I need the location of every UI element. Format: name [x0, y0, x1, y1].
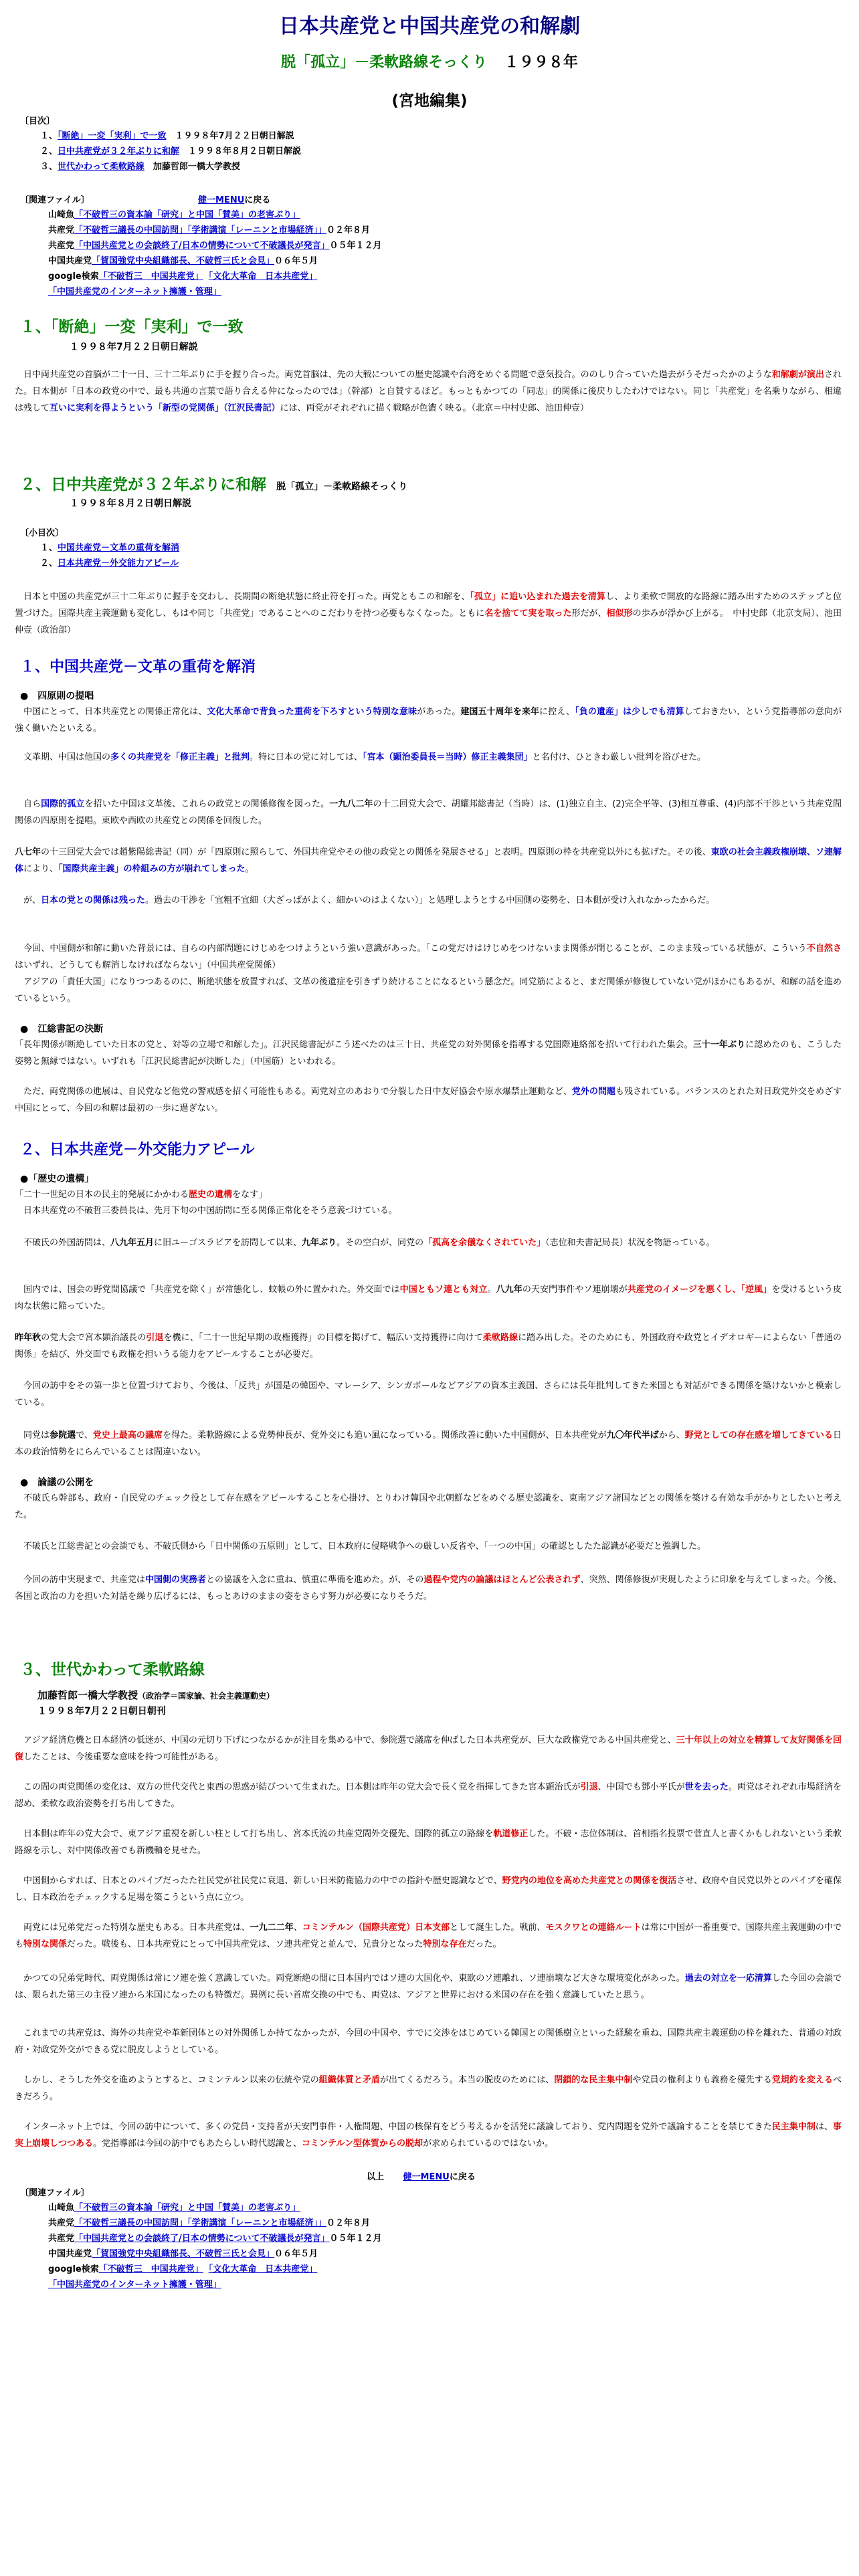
text-run: 今回、中国側が和解に動いた背景には、自らの内部問題にけじめをつけようという強い意識があった。「この党だけはけじめをつけないまま関係が閉じることが、このまま残っている状態が、こういう [15, 944, 807, 954]
related-link[interactable]: 「不破哲三 中国共産党」 [98, 272, 203, 282]
text-run: 互いに実利を得ようという「新型の党関係」（江沢民書記） [50, 403, 280, 413]
text-run: 。両党はそれぞれ市場経済を認め、柔軟な政治姿勢を打ち出してきた。 [15, 1782, 842, 1809]
text-run: 名を捨てて実を取った [484, 609, 572, 619]
text-run: には、両党がそれぞれに描く戦略が色濃く映る。（北京＝中村史郎、池田伸壹） [280, 403, 589, 413]
related-item [48, 2262, 382, 2277]
text-run: 民主集中制 [771, 2122, 816, 2132]
text-run: 一九八二年 [329, 799, 373, 809]
subtoc-list [40, 540, 179, 571]
sub1-p7 [15, 1037, 842, 1070]
text-run: が、 [15, 895, 41, 905]
text-run: 過程や党内の論議はほとんど公表されず [423, 1575, 581, 1585]
text-run: 閉鎖的な民主集中制 [554, 2075, 633, 2085]
sub2-p4 [15, 1329, 842, 1363]
sub2-p9 [15, 1572, 842, 1605]
related-post: ０２年８月 [326, 2218, 371, 2228]
subtoc-label: 〔小目次〕 [20, 528, 64, 538]
related-link[interactable]: 「賀国強党中央組織部長、不破哲三氏と会見」 [92, 2249, 275, 2259]
text-run: を招いた中国は文革後、これらの政党との関係修復を図った。 [84, 799, 330, 809]
text-run: 共産党のイメージを悪くし、「逆風」 [627, 1285, 772, 1295]
text-run: だった。戦後も、日本共産党にとって中国共産党は、ソ連共産党と並んで、兄貴分となった [67, 1939, 423, 1949]
text-run: 軌道修正 [493, 1829, 529, 1839]
related-link[interactable]: 「文化大革命 日本共産党」 [208, 2264, 318, 2274]
related-item [48, 2231, 382, 2246]
menu-link[interactable]: 健一MENU [198, 195, 245, 205]
related-pre: 中国共産党 [48, 2249, 92, 2259]
related-link[interactable]: 「中国共産党のインターネット擁護・管理」 [48, 2280, 221, 2290]
sec3-p9 [15, 2119, 842, 2152]
section-2-subheading: 脱「孤立」－柔軟路線そっくり [276, 481, 408, 492]
toc-label: 〔目次〕 [20, 116, 56, 126]
text-run: の十二回党大会で、胡耀邦総書記（当時）は、(1)独立自主、(2)完全平等、(3)相互尊重、(4)内部不干渉という共産党間関係の四原則を提唱。東欧や西欧の共産党との関係を回復した。 [15, 799, 842, 826]
text-run: が出てくるだろう。本当の脱皮のためには、 [379, 2075, 555, 2085]
sub2-p5 [15, 1378, 842, 1411]
text-run: と名付け、ひときわ厳しい批判を浴びせた。 [532, 752, 706, 762]
related-link[interactable]: 「不破哲三の資本論「研究」と中国「賛美」の老害ぶり」 [74, 210, 301, 220]
text-run: 三十年以上の対立を精算して友好関係を回復 [15, 1735, 842, 1762]
text-run: に旧ユーゴスラビアを訪問して以来、 [154, 1238, 302, 1248]
related-link[interactable]: 「中国共産党との会談終了/日本の情勢について不破議長が発言」 [74, 2234, 330, 2244]
related-label-bottom: 〔関連ファイル〕 [20, 2188, 90, 2198]
toc-link-1[interactable]: 「断絶」一変「実利」で一致 [58, 131, 167, 141]
toc-item [40, 128, 301, 144]
text-run: この間の両党関係の変化は、双方の世代交代と東西の思惑が結びついて生まれた。日本側は昨年の党大会で長く党を指揮してきた宮本顕治氏が [15, 1782, 581, 1792]
sec3-p7 [15, 2025, 842, 2058]
related-item [48, 253, 382, 269]
text-run: に認めたのも、こうした姿勢と無縁ではない。いずれも「江沢民総書記が決断した」（中国筋）といわれる。 [15, 1040, 842, 1067]
text-run: コミンテルン（国際共産党）日本支部 [302, 1923, 450, 1933]
related-post: ０５年１２月 [329, 241, 382, 251]
text-run: が求められているのではないか。 [423, 2139, 554, 2149]
text-run: した。不破・志位体制は、首相指名投票で菅直人と書くかもしれないという柔軟路線を示し、対中関係改善でも新機軸を見せた。 [15, 1829, 842, 1856]
related-link[interactable]: 「学術講演「レーニンと市場経済」」 [187, 225, 327, 235]
text-run: 。 [245, 864, 254, 874]
related-post: ０２年８月 [326, 225, 371, 235]
text-run: 野党内の地位を高めた共産党との関係を復活 [502, 1876, 677, 1886]
ijou-text: 以上 [367, 2172, 385, 2182]
related-post: ０６年５月 [274, 256, 318, 266]
text-run: 不破氏の外国訪問は、 [15, 1238, 111, 1248]
toc-rest: 加藤哲郎一橋大学教授 [144, 162, 240, 172]
text-run: 今回の訪中をその第一歩と位置づけており、今後は、「反共」が国是の韓国や、マレーシア、シンガポールなどアジアの資本主義国、さらには長年批判してきた米国とも対話ができる関係を築けないかと模索している。 [15, 1381, 842, 1408]
text-run: だった。 [466, 1939, 502, 1949]
related-item [48, 2277, 382, 2292]
sub1-bullet-1: ● 四原則の提唱 [20, 691, 94, 702]
text-run: 九年ぶり [302, 1238, 337, 1248]
text-run: 中国にとって、日本共産党との関係正常化は、 [15, 707, 207, 717]
text-run: の歩みが浮かび上がる。 中村史郎（北京支局）、池田伸壹（政治部） [15, 609, 842, 635]
related-pre: 共産党 [48, 2218, 75, 2228]
menu-link-bottom[interactable]: 健一MENU [403, 2172, 450, 2182]
text-run: 世を去った [684, 1782, 729, 1792]
sub2-p6 [15, 1427, 842, 1461]
text-run: 日本側は昨年の党大会で、東アジア重視を新しい柱として打ち出し、宮本氏流の共産党間外交優先、国際的孤立の路線を [15, 1829, 494, 1839]
menu-rest: に戻る [244, 195, 271, 205]
related-link[interactable]: 「不破哲三の資本論「研究」と中国「賛美」の老害ぶり」 [74, 2203, 301, 2213]
text-run: 多くの共産党を「修正主義」と批判 [110, 752, 250, 762]
text-run: したことは、今後重要な意味を持つ可能性がある。 [23, 1752, 224, 1762]
text-run: ただ、両党関係の進展は、自民党など他党の警戒感を招く可能性もある。両党対立のあおりで分裂した日中友好協会や原水爆禁止運動など、 [15, 1087, 572, 1097]
text-run: 日本の党との関係は残った [41, 895, 146, 905]
subtoc-num: １、 [40, 543, 58, 553]
sub2-p7 [15, 1490, 842, 1523]
text-run: 、突然、関係修復が実現したように印象を与えてしまった。今後、各国と政治の力を担いた対話を繰り広げるには、もっとあけのままの姿をさらす努力が必要になりそうだ。 [15, 1575, 842, 1602]
text-run: 事実上崩壊しつつある [15, 2122, 842, 2149]
text-run: を機に、「二十一世紀早期の政権獲得」の目標を掲げて、幅広い支持獲得に向けて [163, 1333, 483, 1343]
editor-note: (宮地編集) [391, 92, 468, 110]
related-pre: 共産党 [48, 2234, 75, 2244]
sub1-p8 [15, 1083, 842, 1117]
text-run: から、 [658, 1430, 685, 1440]
text-run: 八七年 [15, 847, 41, 857]
text-run: で、 [76, 1430, 93, 1440]
section-1-heading: １、「断絶」一変「実利」で一致 [20, 318, 244, 336]
related-link[interactable]: 「中国共産党のインターネット擁護・管理」 [48, 287, 221, 297]
related-pre: 山崎魚 [48, 210, 75, 220]
sub2-bullet-2: ● 論議の公開を [20, 1477, 94, 1488]
section-3-author-row [37, 1688, 274, 1702]
menu-return [198, 193, 270, 205]
related-link[interactable]: 「不破哲三 中国共産党」 [98, 2264, 203, 2274]
related-item [48, 2216, 382, 2231]
toc-item [40, 159, 301, 175]
section-3-date: １９９８年7月２２日朝日朝刊 [37, 1706, 166, 1717]
text-run: 中国側からすれば、日本とのパイプだったた社民党が社民党に衰退、新しい日米防衛協力の中での指針や歴史認識などで、 [15, 1876, 502, 1886]
text-run: 建国五十周年を来年 [460, 707, 540, 717]
related-list-top [48, 207, 382, 300]
sub2-p3 [15, 1281, 842, 1315]
text-run: 両党には兄弟党だった特別な歴史もある。日本共産党は、 [15, 1923, 250, 1933]
sub2-heading: ２、日本共産党－外交能力アピール [20, 1142, 255, 1158]
text-run: の党大会で宮本顕治議長の [41, 1333, 147, 1343]
sub1-p6 [15, 940, 842, 974]
text-run: しておきたい、という党指導部の意向が強く働いたといえる。 [15, 707, 842, 734]
sub1-p3 [15, 796, 842, 829]
text-run: は、 [815, 2122, 833, 2132]
toc-item [40, 144, 301, 159]
text-run: 形だが、 [571, 609, 607, 619]
text-run: を得た。柔軟路線による党勢伸長が、党外交にも追い風になっている。関係改善に動いた中国側が、日本共産党が [162, 1430, 607, 1440]
related-item [48, 284, 382, 300]
toc-num: ２、 [40, 146, 58, 156]
text-run: 八九年 [496, 1285, 522, 1295]
text-run: 。特に日本の党に対しては、 [250, 752, 363, 762]
text-run: 三十一年ぶり [692, 1040, 746, 1050]
related-link[interactable]: 「不破哲三議長の中国訪問」 [74, 225, 188, 235]
related-post: ０５年１２月 [329, 2234, 382, 2244]
section-3-heading: ３、世代かわって柔軟路線 [20, 1661, 205, 1679]
section-2-heading-row [20, 472, 407, 494]
text-run: 中国ともソ連とも対立 [399, 1285, 488, 1295]
related-item [48, 223, 382, 238]
text-run: 。党指導部は今回の訪中でもあたらしい時代認識と、 [93, 2139, 302, 2149]
text-run: した今回の会談では、限られた第三の主役ソ連から米国になったのも特徴だ。異例に長い首席交換の中でも、両党は、アジアと世界における米国の存在を強く意識していたと思う。 [15, 1973, 842, 2000]
text-run: 東欧の社会主義政権崩壊、ソ連解体 [15, 847, 842, 874]
text-run: があった。 [417, 707, 461, 717]
sec3-p1 [15, 1732, 842, 1765]
text-run: 同党は [15, 1430, 50, 1440]
page-subtitle [0, 51, 859, 72]
text-run: 特別な関係 [23, 1939, 68, 1949]
text-run: コミンテルン型体質からの脱却 [302, 2139, 423, 2149]
text-run: 和解劇が演出 [771, 370, 824, 380]
section-2-date: １９９８年８月２日朝日解説 [70, 498, 191, 509]
toc-num: １、 [40, 131, 58, 141]
sub1-p4 [15, 844, 842, 877]
related-post: ０６年５月 [274, 2249, 318, 2259]
related-item [48, 238, 382, 253]
text-run: 「負の遺産」は少しでも清算 [575, 707, 684, 717]
related-pre: 共産党 [48, 225, 75, 235]
text-run: インターネット上では、今回の訪中について、多くの党員・支持者が天安門事件・人権問題、中国の核保有をどう考えるかを活発に議論しており、党内問題を党外で議論することを禁じてきた [15, 2122, 772, 2132]
page-title: 日本共産党と中国共産党の和解劇 [279, 15, 580, 38]
text-run: 引退 [580, 1782, 598, 1792]
text-run: を受けるという皮肉な状態に陥っていた。 [15, 1285, 842, 1311]
text-run: 今回の訪中実現まで、共産党は [15, 1575, 145, 1585]
toc-link-3[interactable]: 世代かわって柔軟路線 [58, 162, 145, 172]
text-run: 、 [293, 1923, 302, 1933]
text-run: 柔軟路線 [482, 1333, 518, 1343]
sec3-p4 [15, 1872, 842, 1906]
text-run: 参院選 [50, 1430, 76, 1440]
text-run: 日本の政治情勢をにらんでいることは間違いない。 [15, 1430, 842, 1457]
sec2-p1 [15, 588, 842, 639]
text-run: （志位和夫書記局長）状況を物語っている。 [545, 1238, 715, 1248]
text-run: 中国側の実務者 [145, 1575, 207, 1585]
sec1-p1 [15, 366, 842, 417]
subtitle-year: １９９８年 [504, 54, 578, 71]
text-run: 九〇年代半ば [606, 1430, 659, 1440]
text-run: かつての兄弟党時代、両党関係は常にソ連を強く意識していた。両党断絶の間に日本国内ではソ連の大国化や、東欧のソ連離れ、ソ連崩壊など大きな環境変化があった。 [15, 1973, 685, 1983]
text-run: との協議を入念に重ね、慎重に準備を進めた。が、その [206, 1575, 424, 1585]
text-run: の十三回党大会では趙紫陽総書記（同）が「四原則に照らして、外国共産党やその他の政党との関係を発展させる」と表明。四原則の枠を共産党以外にも拡げた。その後、 [41, 847, 711, 857]
end-row [367, 2169, 476, 2182]
related-item [48, 269, 382, 284]
text-run: をなす」 [232, 1190, 268, 1200]
related-item [48, 2246, 382, 2262]
text-run: アジア経済危機と日本経済の低迷が、中国の元切り下げにつながるかが注目を集める中で、参院選で議席を伸ばした日本共産党が、巨大な政権党である中国共産党と、 [15, 1735, 676, 1745]
text-run: 不破氏と江総書記との会談でも、不破氏側から「日中関係の五原則」として、日本政府に侵略戦争への厳しい反省や、「一つの中国」の確認としたた認識が必要だと強調した。 [15, 1541, 706, 1551]
related-item [48, 207, 382, 223]
toc-rest: １９９８年８月２日朝日解説 [179, 146, 302, 156]
text-run: 「長年関係が断絶していた日本の党と、対等の立場で和解した」。江沢民総書記がこう述べたのは三十日、共産党の対外関係を指導する党国際連絡部を招いて行われた集会。 [15, 1040, 693, 1050]
related-pre: google検索 [48, 272, 99, 282]
sec3-p5 [15, 1919, 842, 1953]
sec3-p3 [15, 1826, 842, 1859]
text-run: 「孤立」に追い込まれた過去を清算 [470, 592, 606, 602]
text-run: しかし、そうした外交を進めようとすると、コミンテルン以来の伝統や党の [15, 2075, 319, 2085]
text-run: 特別な存在 [423, 1939, 467, 1949]
toc-link-2[interactable]: 日中共産党が３２年ぶりに和解 [58, 146, 180, 156]
text-run: これまでの共産党は、海外の共産党や革新団体との対外関係しか持てなかったが、今回の中国や、すでに交渉をはじめている韓国との関係樹立といった経験を重ね、国際共産主義運動の枠を離れた、普通の対政府・対政党外交ができる党に脱皮しようとしている。 [15, 2028, 842, 2055]
section-2-heading: ２、日中共産党が３２年ぶりに和解 [20, 476, 266, 494]
text-run: 日本と中国の共産党が三十二年ぶりに握手を交わし、長期間の断絶状態に終止符を打った。両党ともこの和解を、 [15, 592, 470, 602]
related-link[interactable]: 「不破哲三議長の中国訪問」 [74, 2218, 188, 2228]
text-run: 党外の問題 [571, 1087, 615, 1097]
subtitle-text: 脱「孤立」－柔軟路線そっくり [281, 54, 488, 71]
sub2-p1a [15, 1186, 842, 1203]
text-run: 自ら [15, 799, 41, 809]
sub1-bullet-2: ● 江総書記の決断 [20, 1024, 104, 1035]
related-link[interactable]: 「文化大革命 日本共産党」 [208, 272, 318, 282]
text-run: 文革期、中国は他国の [15, 752, 111, 762]
text-run: 党史上最高の議席 [92, 1430, 163, 1440]
related-pre: 山崎魚 [48, 2203, 75, 2213]
sub2-bullet-1: ●「歴史の遺構」 [20, 1174, 94, 1184]
related-item [48, 2200, 382, 2216]
text-run: 日本共産党の不破哲三委員長は、先月下旬の中国訪問に至る関係正常化をそう意義づけている。 [15, 1206, 398, 1216]
text-run: により、 [23, 864, 59, 874]
text-run: 八九年五月 [110, 1238, 155, 1248]
section-1-date: １９９８年7月２２日朝日解説 [70, 342, 198, 352]
section-3-author-note: （政治学＝国家論、社会主義運動史） [138, 1691, 275, 1701]
text-run: 歴史の遺構 [189, 1190, 233, 1200]
sub2-p1b [15, 1202, 842, 1219]
text-run: 国際的孤立 [41, 799, 85, 809]
related-link[interactable]: 「中国共産党との会談終了/日本の情勢について不破議長が発言」 [74, 241, 330, 251]
sub1-p6b [15, 974, 842, 1007]
text-run: 不破氏ら幹部も、政府・自民党のチェック役として存在感をアピールすることを心掛け、とりわけ韓国や北朝鮮などをめぐる歴史認識を、東南アジア諸国などとの関係を築ける有効な手がかりとしたいと考えた。 [15, 1493, 842, 1520]
related-pre: 共産党 [48, 241, 75, 251]
sub1-p1 [15, 704, 842, 737]
text-run: された。日本側が「日本の政党の中で、最も共通の言葉で語り合える仲になったのでは」（幹部）と自賛するほど。もっともかつての「同志」的関係に後戻りしたわけではない。同じ「共産党」を名乗りながら、相違は残して [15, 370, 842, 413]
sub2-p8 [15, 1538, 842, 1555]
text-run: モスクワとの連絡ルート [545, 1923, 642, 1933]
text-run: 文化大革命で背負った重荷を下ろすという特別な意味 [207, 707, 417, 717]
sub1-heading: １、中国共産党－文革の重荷を解消 [20, 659, 256, 675]
text-run: 。その空白が、同党の [337, 1238, 424, 1248]
text-run: 相似形 [606, 609, 633, 619]
toc-num: ３、 [40, 162, 58, 172]
text-run: の天安門事件やソ連崩壊が [522, 1285, 628, 1295]
subtoc-link-1[interactable]: 中国共産党－文革の重荷を解消 [58, 543, 180, 553]
text-run: 「宮本（顕治委員長＝当時）修正主義集団」 [363, 752, 533, 762]
text-run: に踏み出した。そのためにも、外国政府や政党とイデオロギーによらない「普通の関係」を結び、外交面でも政権を担いうる能力をアピールすることが必要だ。 [15, 1333, 842, 1360]
text-run: し、より柔軟で開放的な路線に踏み出すためのステップと位置づけた。国際共産主義運動も変化し、もはや同じ「共産党」であることへのこだわりを持つ必要もなくなった。ともに [15, 592, 842, 619]
text-run: させ、政府や自民党以外とのパイプを確保し、日本政治をチェックする足場を築こうという点に立つ。 [15, 1876, 842, 1903]
text-run: 「国際共産主義」の枠組みの方が崩れてしまった [58, 864, 246, 874]
text-run: 組織体質と矛盾 [318, 2075, 380, 2085]
text-run: や党員の権利よりも義務を優先する [632, 2075, 772, 2085]
toc-list [40, 128, 301, 175]
related-label: 〔関連ファイル〕 [20, 195, 90, 205]
related-link[interactable]: 「学術講演「レーニンと市場経済」」 [187, 2218, 327, 2228]
related-pre: 中国共産党 [48, 256, 92, 266]
text-run: 昨年秋 [15, 1333, 41, 1343]
text-run: 、中国でも鄧小平氏が [597, 1782, 685, 1792]
text-run: はいずれ、どうしても解消しなければならない」（中国共産党関係） [15, 960, 281, 970]
menu-rest-bottom: に戻る [449, 2172, 476, 2182]
subtoc-link-2[interactable]: 日本共産党－外交能力アピール [58, 558, 179, 568]
sec3-p6 [15, 1970, 842, 2004]
related-pre: google検索 [48, 2264, 99, 2274]
text-run: 不自然さ [806, 944, 842, 954]
sub1-p2 [15, 749, 842, 766]
text-run: べきだろう。 [15, 2075, 842, 2102]
text-run: 「二十一世紀の日本の民主的発展にかかわる [15, 1190, 189, 1200]
subtoc-num: ２、 [40, 558, 58, 568]
sec3-p8 [15, 2072, 842, 2105]
text-run: も残されている。バランスのとれた対日政党外交をめざす中国にとって、今回の和解は最初の一歩に過ぎない。 [15, 1087, 842, 1113]
text-run: 過去の対立を一応清算 [684, 1973, 772, 1983]
related-list-bottom [48, 2200, 382, 2292]
toc-rest: １９９８年7月２２日朝日解説 [166, 131, 294, 141]
sub1-p5 [15, 892, 842, 909]
text-run: 野党としての存在感を増してきている [684, 1430, 833, 1440]
text-run: アジアの「責任大国」になりつつあるのに、断絶状態を放置すれば、文革の後遺症を引きずり続けることになるという懸念だ。同党筋によると、まだ関係が修復していない党がほかにもあるが、和解の話を進めているという。 [15, 977, 842, 1004]
text-run: に控え、 [539, 707, 575, 717]
text-run: 国内では、国会の野党間協議で「共産党を除く」が常態化し、蚊帳の外に置かれた。外交面では [15, 1285, 400, 1295]
related-link[interactable]: 「賀国強党中央組織部長、不破哲三氏と会見」 [92, 256, 275, 266]
text-run: 日中両共産党の首脳が二十一日、三十二年ぶりに手を握り合った。両党首脳は、先の大戦についての歴史認識や台湾をめぐる問題で意気投合。ののしり合っていた過去がうそだったかのような [15, 370, 772, 380]
text-run: として誕生した。戦前、 [450, 1923, 546, 1933]
section-3-author: 加藤哲郎一橋大学教授 [37, 1689, 138, 1701]
text-run: 一九二二年 [250, 1923, 294, 1933]
subtoc-item [40, 556, 179, 571]
text-run: 。過去の干渉を「宜粗不宜細（大ざっぱがよく、細かいのはよくない）」と処理しようとする中国側の姿勢を、日本側が受け入れなかったからだ。 [145, 895, 715, 905]
text-run: 。 [487, 1285, 496, 1295]
text-run: 「孤高を余儀なくされていた」 [423, 1238, 546, 1248]
sec3-p2 [15, 1779, 842, 1812]
sub2-p2 [15, 1235, 842, 1251]
text-run: 引退 [146, 1333, 164, 1343]
text-run: は常に中国が一番重要で、国際共産主義運動の中でも [15, 1923, 842, 1949]
subtoc-item [40, 540, 179, 556]
text-run: 党規約を変える [771, 2075, 833, 2085]
